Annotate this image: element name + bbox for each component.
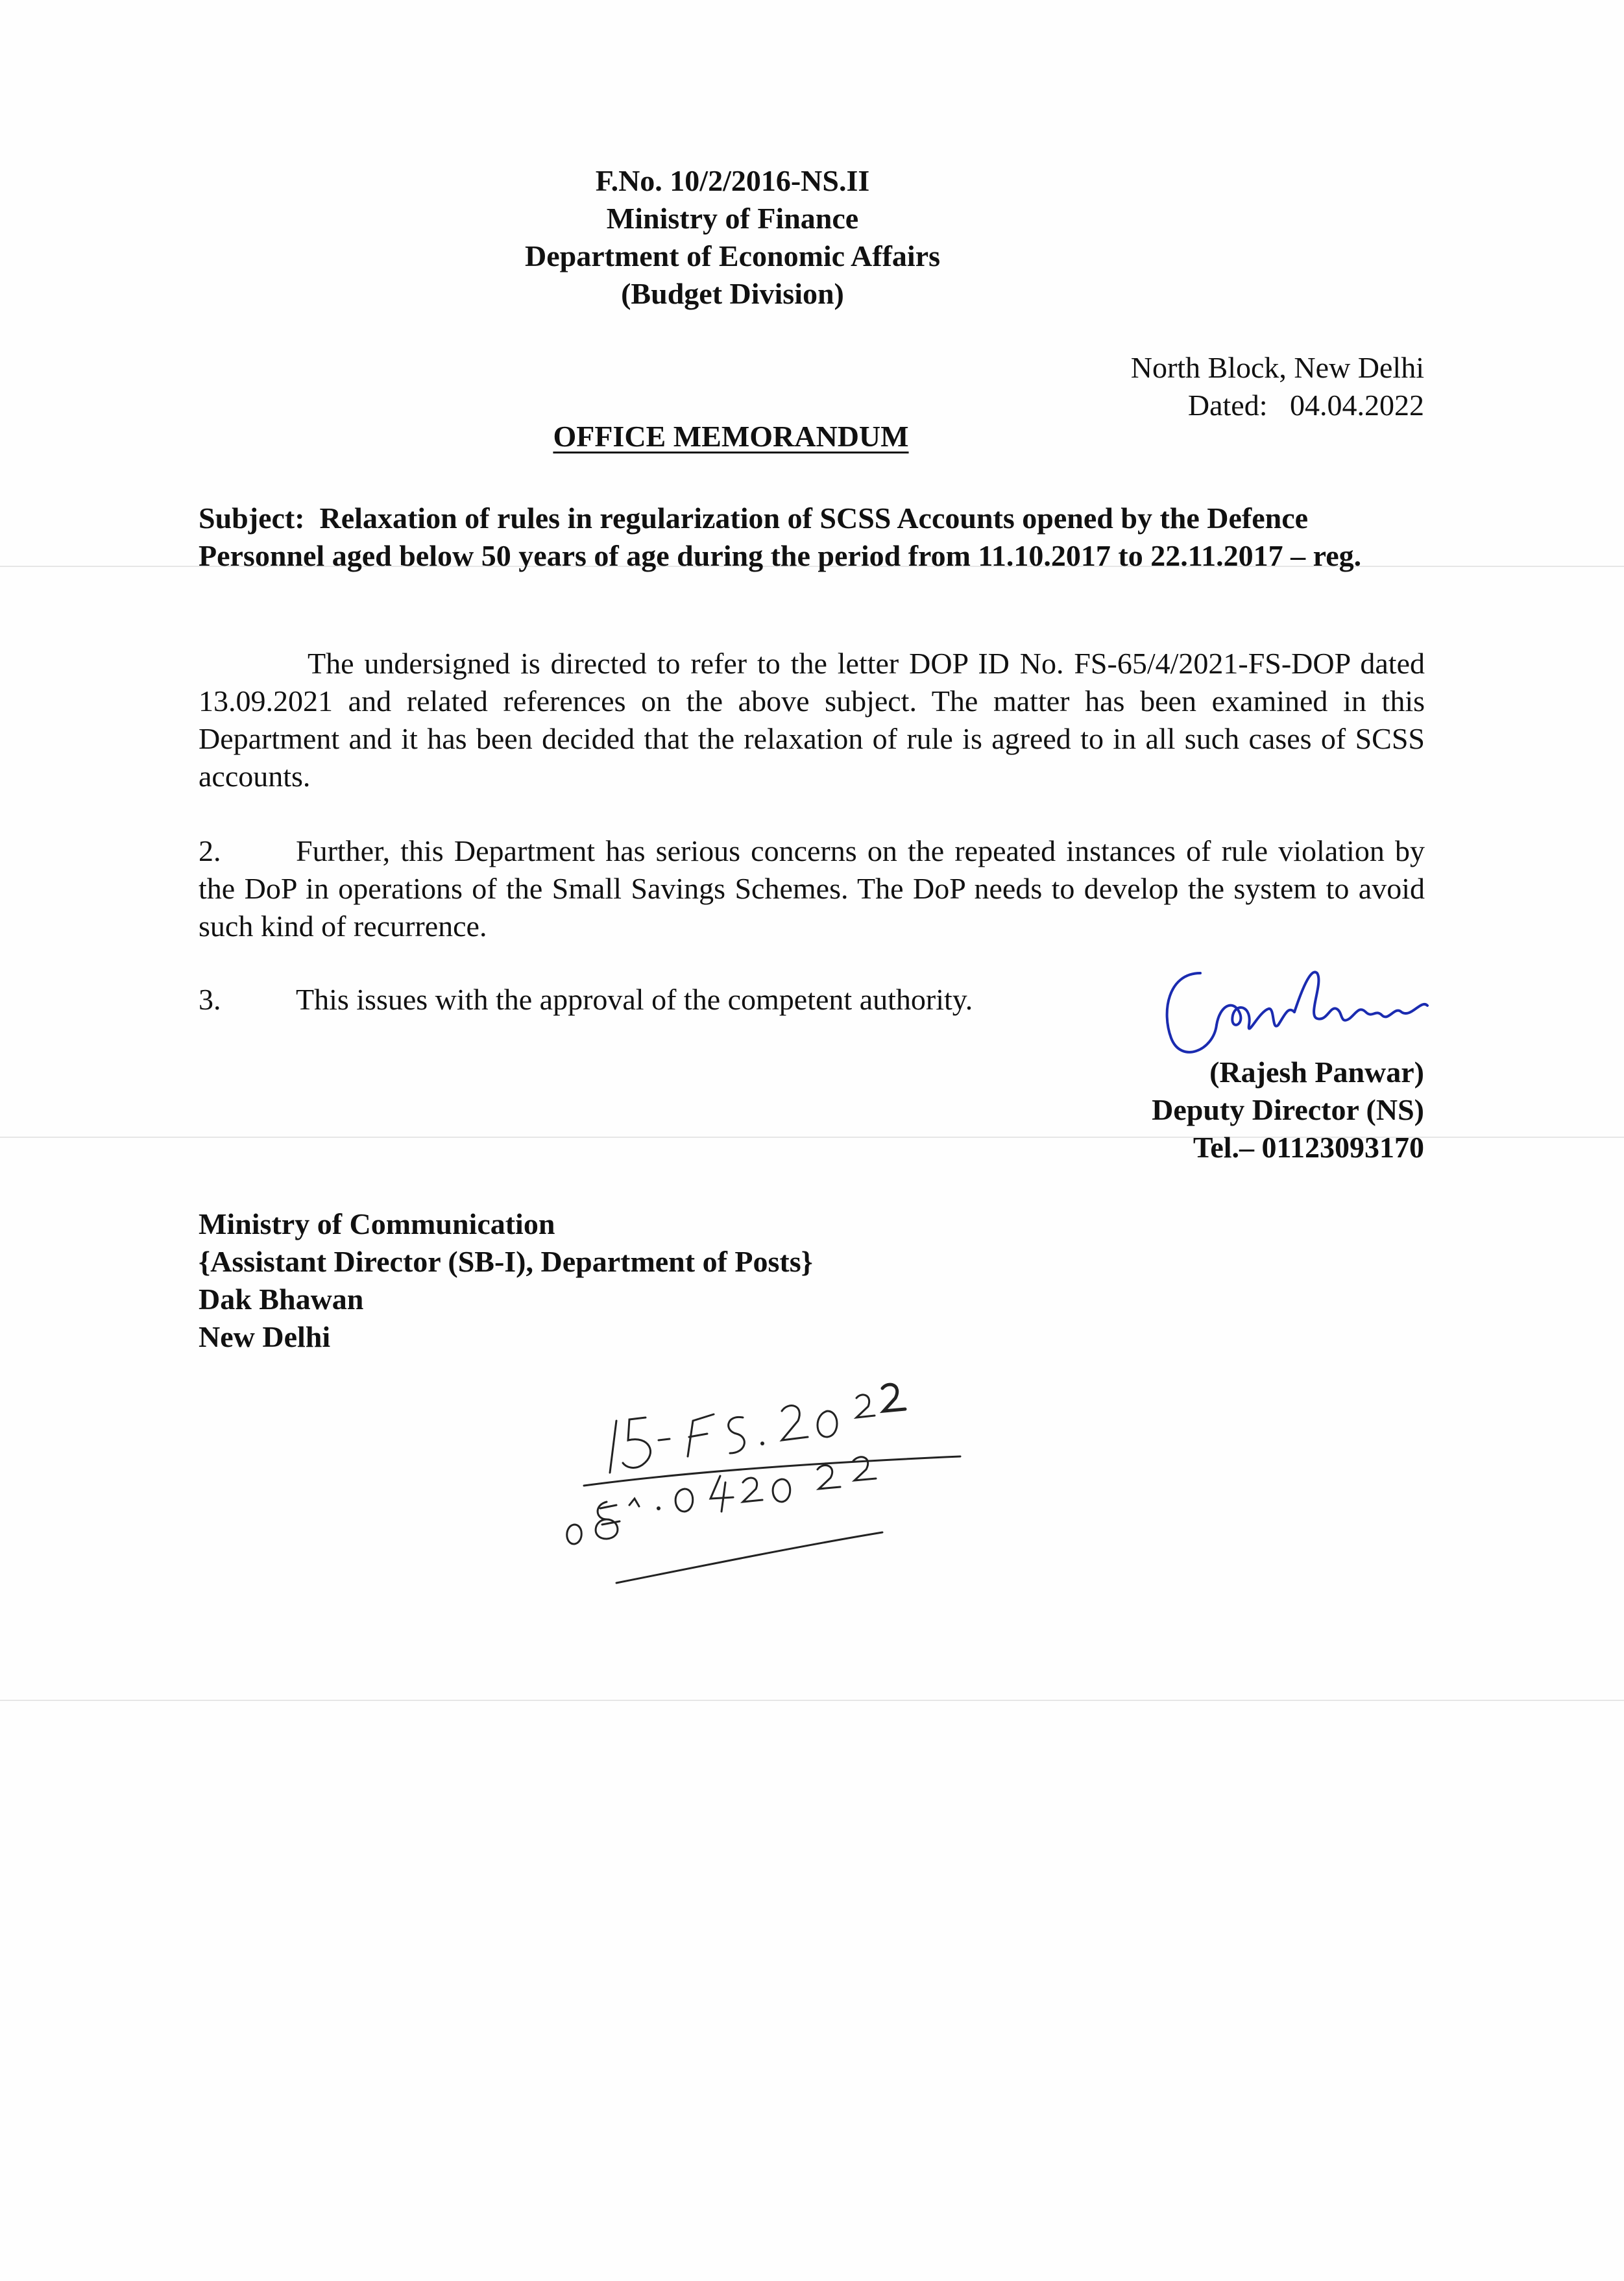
paragraph-text: This issues with the approval of the competent authority. xyxy=(296,983,973,1016)
paragraph-number: 3. xyxy=(199,983,221,1016)
subject-label: Subject: xyxy=(199,501,305,535)
subject-text: Relaxation of rules in regularization of SCSS Accounts opened by the Defence Personnel aged below 50 years of age during the period from 11.10.2017 to 22.11.2017 – reg. xyxy=(199,501,1362,572)
dated-label: Dated: xyxy=(1187,389,1268,422)
date-value: 04.04.2022 xyxy=(1290,389,1424,422)
place-date-block xyxy=(1131,349,1424,424)
recipient-line: Ministry of Communication xyxy=(199,1207,555,1240)
memo-title: OFFICE MEMORANDUM xyxy=(553,420,909,453)
recipient-line: Dak Bhawan xyxy=(199,1283,364,1316)
paragraph-text: Further, this Department has serious concerns on the repeated instances of rule violation by the DoP in operations of the Small Savings Schemes. The DoP needs to develop the system to avoid such kind of recurrence. xyxy=(199,834,1425,943)
paragraph-number: 2. xyxy=(199,834,221,867)
place: North Block, New Delhi xyxy=(1130,351,1424,384)
recipient-line: New Delhi xyxy=(199,1320,331,1353)
subject-block xyxy=(199,500,1425,575)
memo-title-row xyxy=(0,418,1624,455)
dot-mark xyxy=(657,1506,661,1510)
scan-artifact-line xyxy=(0,1700,1624,1701)
dot-mark xyxy=(760,1442,764,1445)
letterhead xyxy=(0,162,1624,313)
handwritten-note xyxy=(519,1349,1012,1622)
recipient-block xyxy=(199,1205,813,1356)
signatory-designation: Deputy Director (NS) xyxy=(1152,1093,1424,1126)
signatory-phone: Tel.– 01123093170 xyxy=(1193,1131,1424,1164)
signatory-block xyxy=(1152,1054,1424,1166)
ministry-name: Ministry of Finance xyxy=(606,202,859,235)
file-number: F.No. 10/2/2016-NS.II xyxy=(595,164,870,197)
paragraph-2 xyxy=(199,832,1425,945)
division-name: (Budget Division) xyxy=(621,277,844,310)
signatory-name: (Rajesh Panwar) xyxy=(1209,1056,1424,1089)
paragraph-1: The undersigned is directed to refer to the letter DOP ID No. FS-65/4/2021-FS-DOP dated 13.09.2021 and related references on the above subject. The matter has been examined in this Department and it has been decided that the relaxation of rule is agreed to in all such cases of SCSS accounts. xyxy=(199,647,1425,793)
recipient-line: {Assistant Director (SB-I), Department of Posts} xyxy=(199,1245,813,1278)
department-name: Department of Economic Affairs xyxy=(524,239,941,272)
